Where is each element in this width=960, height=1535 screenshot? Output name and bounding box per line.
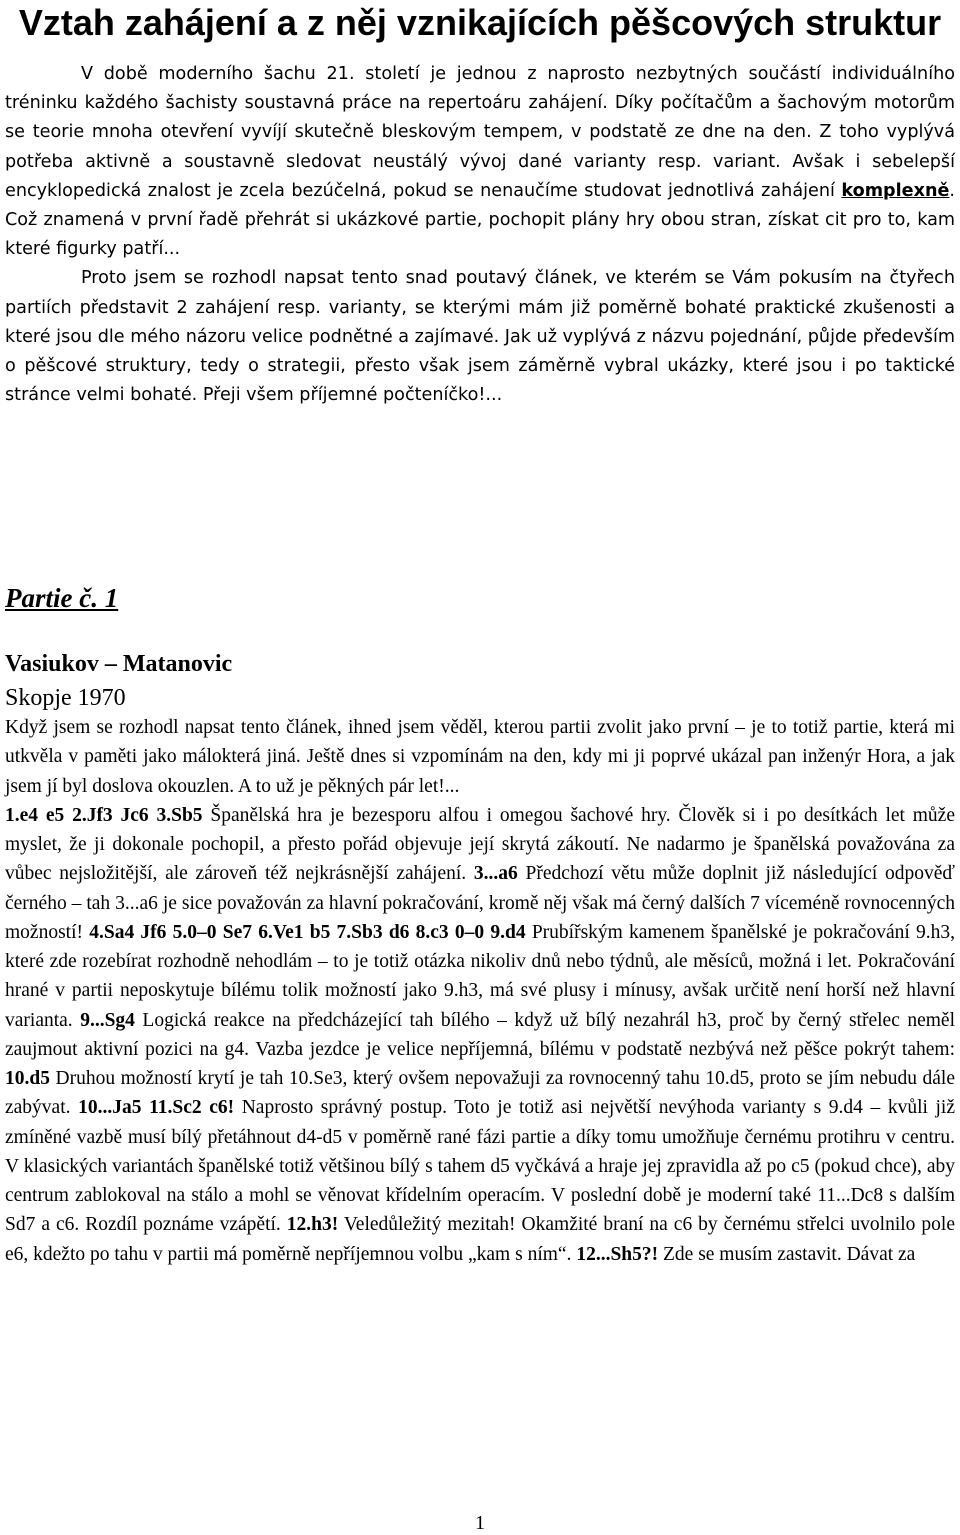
- moves-4: 9...Sg4: [80, 1009, 135, 1031]
- moves-2: 3...a6: [473, 863, 518, 885]
- article-title: Vztah zahájení a z něj vznikajících pěšcových struktur: [18, 2, 942, 43]
- comment-8: Zde se musím zastavit. Dávat za: [658, 1243, 916, 1265]
- comment-3: Prubířským kamenem španělské je pokračování 9.h3, které zde rozebírat rozhodně nehodlám – to je totiž otázka nikoliv dnů nebo týdnů, ale měsíců, možná i let. Pokračování hrané v partii neposkytuje bílému tolik možností jako 9.h3, má své plusy i mínusy, avšak určitě není horší než hlavní varianta.: [5, 921, 955, 1031]
- intro-text-b: . Což znamená v první řadě přehrát si ukázkové partie, pochopit plány hry obou stran, získat cit pro to, kam které figurky patří...: [5, 180, 955, 260]
- section-heading: Partie č. 1: [5, 583, 119, 613]
- moves-5: 10.d5: [5, 1068, 50, 1089]
- emphasis-complex: komplexně: [841, 180, 950, 201]
- intro-paragraph-2: [5, 264, 955, 410]
- moves-1: 1.e4 e5 2.Jf3 Jc6 3.Sb5: [5, 804, 203, 826]
- intro-paragraph-1: [5, 60, 955, 264]
- game-place: Skopje 1970: [5, 685, 126, 711]
- game-intro: Když jsem se rozhodl napsat tento článek, ihned jsem věděl, kterou partii zvolit jako první – je to totiž partie, která mi utkvěla v paměti jako málokterá jiná. Ještě dnes si vzpomínám na den, kdy mi ji poprvé ukázal pan inženýr Hora, a jak jsem jí byl doslova okouzlen. A to už je pěkných pár let!...: [5, 717, 955, 797]
- moves-6: 10...Ja5 11.Sc2 c6!: [78, 1097, 235, 1119]
- moves-8: 12...Sh5?!: [576, 1243, 659, 1265]
- game-moves: [5, 801, 955, 1269]
- game-players: Vasiukov – Matanovic: [5, 651, 233, 677]
- comment-1: Španělská hra je bezesporu alfou i omegou šachové hry. Člověk si i po desítkách let může myslet, že ji dokonale pochopil, a přesto pořád objevuje její skrytá zákoutí. Ne nadarmo je španělská považována za vůbec nejsložitější, ale zároveň též nejkrásnější zahájení.: [5, 804, 955, 885]
- comment-6: Naprosto správný postup. Toto je totiž asi největší nevýhoda varianty s 9.d4 – kvůli již zmíněné vazbě musí bílý přetáhnout d4-d5 v poměrně rané fázi partie a díky tomu umožňuje černému protihru v centru. V klasických variantách španělské totiž většinou bílý s tahem d5 vyčkává a hraje jej zpravidla až po c5 (pokud chce), aby centrum zablokoval na stálo a mohl se věnovat křídelním operacím. V poslední době je moderní také 11...Dc8 s dalším Sd7 a c6. Rozdíl poznáme vzápětí.: [5, 1097, 955, 1236]
- moves-7: 12.h3!: [286, 1214, 339, 1236]
- comment-5: Druhou možností krytí je tah 10.Se3, který ovšem nepovažuji za rovnocenný tahu 10.d5, proto se jím nebudu dále zabývat.: [5, 1068, 955, 1119]
- page-number: 1: [475, 1512, 485, 1534]
- intro-text-a: V době moderního šachu 21. století je jednou z naprosto nezbytných součástí individuálního tréninku každého šachisty soustavná práce na repertoáru zahájení. Díky počítačům a šachovým motorům se teorie mnoha otevření vyvíjí skutečně bleskovým tempem, v podstatě ze dne na den. Z toho vyplývá potřeba aktivně a soustavně sledovat neustálý vývoj dané varianty resp. variant. Avšak i sebelepší encyklopedická znalost je zcela bezúčelná, pokud se nenaučíme studovat jednotlivá zahájení: [5, 64, 955, 201]
- game-commentary: [5, 713, 955, 1269]
- comment-2: Předchozí větu může doplnit již následující odpověď černého – tah 3...a6 je sice považován za hlavní pokračování, kromě něj však má černý dalších 7 víceméně rovnocenných možností!: [5, 863, 955, 943]
- intro-text-2: Proto jsem se rozhodl napsat tento snad poutavý článek, ve kterém se Vám pokusím na čtyřech partiích představit 2 zahájení resp. varianty, se kterými mám již poměrně bohaté praktické zkušenosti a které jsou dle mého názoru velice podnětné a zajímavé. Jak už vyplývá z názvu pojednání, půjde především o pěšcové struktury, tedy o strategii, přesto však jsem záměrně vybral ukázky, které jsou i po taktické stránce velmi bohaté. Přeji všem příjemné počteníčko!...: [5, 268, 955, 406]
- comment-7: Veledůležitý mezitah! Okamžité braní na c6 by černému střelci uvolnilo pole e6, kdežto po tahu v partii má poměrně nepříjemnou volbu „kam s ním“.: [5, 1214, 955, 1265]
- moves-3: 4.Sa4 Jf6 5.0–0 Se7 6.Ve1 b5 7.Sb3 d6 8.c3 0–0 9.d4: [89, 921, 526, 943]
- document-page: [5, 0, 955, 410]
- comment-4: Logická reakce na předcházející tah bílého – když už bílý nezahrál h3, proč by černý střelec neměl zaujmout aktivní pozici na g4. Vazba jezdce je velice nepříjemná, bílému v podstatě nezbývá než pěšce pokrýt tahem:: [5, 1009, 956, 1060]
